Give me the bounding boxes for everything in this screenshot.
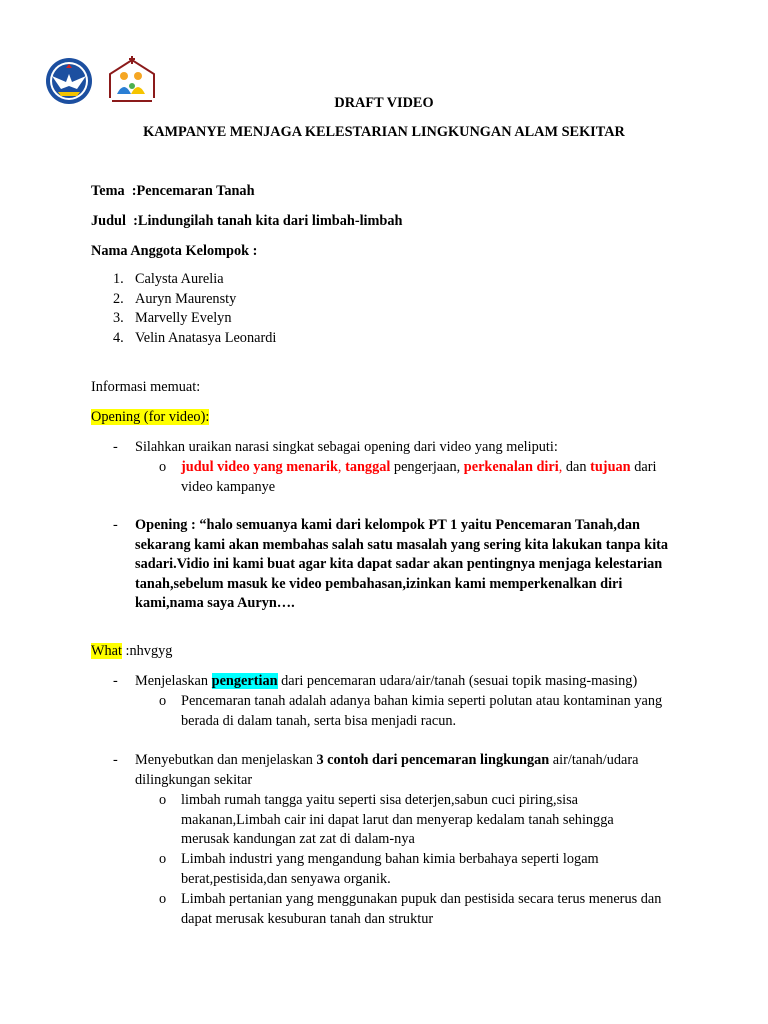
dash-bullet: - <box>113 439 118 455</box>
opening-narration: Opening : “halo semuanya kami dari kelompok PT 1 yaitu Pencemaran Tanah,dan sekarang kami akan membahas salah satu masalah yang sering kita lakukan tanpa kita sadari.Vidio ini kami buat agar kita dapat sadar akan pentingnya menjaga kelestarian tanah,sebelum masuk ke video pembahasan,izinkan kami memperkenalkan diri kami,nama saya Auryn…. <box>135 517 669 611</box>
judul-label: Judul <box>91 213 126 229</box>
dash-bullet: - <box>113 673 118 689</box>
circle-bullet: o <box>159 792 167 808</box>
dash-bullet: - <box>113 517 118 533</box>
example-item: Limbah pertanian yang menggunakan pupuk dan pestisida secara terus menerus dan dapat merusak kesuburan tanah dan struktur <box>181 891 662 927</box>
circle-bullet: o <box>159 851 167 867</box>
example-item: limbah rumah tangga yaitu seperti sisa deterjen,sabun cuci piring,sisa makanan,Limbah cair ini dapat larut dan menyerap kedalam tanah sehingga merusak kandungan zat zat di dalam-nya <box>181 792 614 847</box>
document-title: DRAFT VIDEO <box>334 95 434 111</box>
opening-instruction: Silahkan uraikan narasi singkat sebagai opening dari video yang meliputi: <box>135 439 558 455</box>
list-item: 4. Velin Anatasya Leonardi <box>113 329 277 346</box>
opening-criteria: judul video yang menarik, tanggal pengerjaan, perkenalan diri, dan tujuan dari video kampanye <box>181 459 657 495</box>
circle-bullet: o <box>159 693 167 709</box>
tema-value: :Pencemaran Tanah <box>131 183 255 199</box>
what-heading: What :nhvgyg <box>91 643 173 659</box>
opening-heading: Opening (for video): <box>91 409 210 425</box>
info-label: Informasi memuat: <box>91 379 201 395</box>
list-item: 2. Auryn Maurensty <box>113 290 237 307</box>
document-subtitle: KAMPANYE MENJAGA KELESTARIAN LINGKUNGAN ALAM SEKITAR <box>143 124 625 140</box>
what-definition-task: Menjelaskan pengertian dari pencemaran udara/air/tanah (sesuai topik masing-masing) <box>135 673 638 689</box>
judul-line <box>91 212 403 232</box>
definition-text: Pencemaran tanah adalah adanya bahan kimia seperti polutan atau kontaminan yang berada di dalam tanah, serta bisa menjadi racun. <box>181 693 663 729</box>
circle-bullet: o <box>159 891 167 907</box>
what-examples-task: Menyebutkan dan menjelaskan 3 contoh dari pencemaran lingkungan air/tanah/udara dilingkungan sekitar <box>135 752 639 788</box>
example-item: Limbah industri yang mengandung bahan kimia berbahaya seperti logam berat,pestisida,dan senyawa organik. <box>181 851 599 887</box>
list-item: 1. Calysta Aurelia <box>113 271 224 287</box>
member-list <box>91 270 276 348</box>
anggota-label: Nama Anggota Kelompok : <box>91 243 258 259</box>
tema-line <box>91 182 255 202</box>
list-item: 3. Marvelly Evelyn <box>113 310 232 326</box>
judul-value: :Lindungilah tanah kita dari limbah-limbah <box>133 213 403 229</box>
dash-bullet: - <box>113 752 118 768</box>
circle-bullet: o <box>159 459 167 475</box>
tema-label: Tema <box>91 183 125 199</box>
